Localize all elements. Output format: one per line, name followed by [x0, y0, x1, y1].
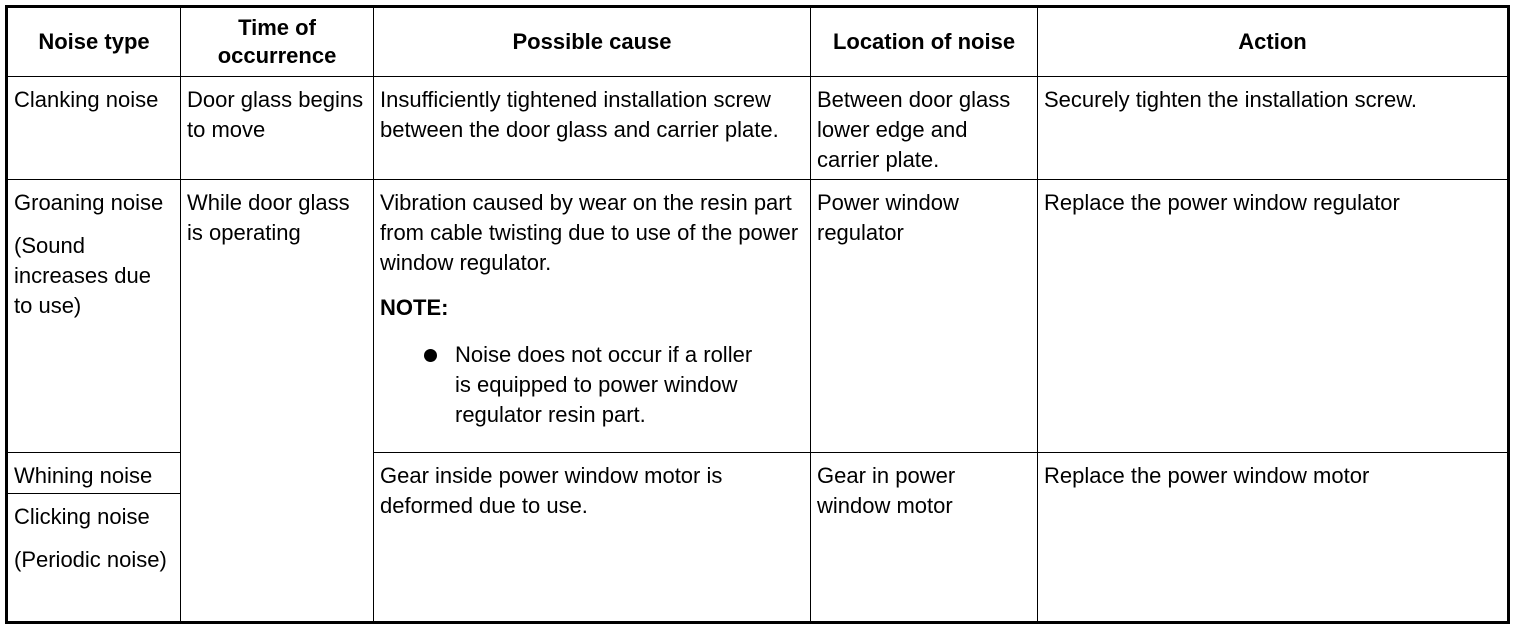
action-cell: Replace the power window regulator — [1038, 179, 1509, 452]
noise-type-text: Groaning noise — [14, 189, 164, 215]
time-of-occurrence-cell: Door glass begins to move — [181, 77, 374, 179]
noise-type-cell: Whining noise — [7, 453, 181, 494]
action-cell: Securely tighten the installation screw. — [1038, 77, 1509, 179]
location-cell: Power window regulator — [811, 179, 1038, 452]
bullet-dot-icon — [424, 349, 437, 362]
noise-type-cell — [7, 179, 181, 452]
location-cell: Gear in power window motor — [811, 453, 1038, 623]
noise-type-note: (Periodic noise) — [14, 547, 167, 573]
noise-type-note: (Sound increases due to use) — [14, 232, 151, 318]
noise-type-cell — [7, 494, 181, 623]
table-row — [7, 179, 1509, 452]
header-possible-cause: Possible cause — [374, 7, 811, 77]
action-cell: Replace the power window motor — [1038, 453, 1509, 623]
time-of-occurrence-cell: While door glass is operating — [181, 179, 374, 622]
noise-type-text: Clicking noise — [14, 504, 150, 530]
table-row — [7, 77, 1509, 179]
header-location-of-noise: Location of noise — [811, 7, 1038, 77]
noise-type-cell: Clanking noise — [7, 77, 181, 179]
note-bullet-item — [380, 340, 804, 430]
header-time-of-occurrence: Time of occurrence — [181, 7, 374, 77]
header-action: Action — [1038, 7, 1509, 77]
location-cell: Between door glass lower edge and carrier plate. — [811, 77, 1038, 179]
possible-cause-cell: Insufficiently tightened installation screw between the door glass and carrier plate. — [374, 77, 811, 179]
cause-text: Vibration caused by wear on the resin part from cable twisting due to use of the power window regulator. — [380, 189, 799, 275]
possible-cause-cell: Gear inside power window motor is deformed due to use. — [374, 453, 811, 623]
note-bullet-text: Noise does not occur if a roller is equipped to power window regulator resin part. — [455, 341, 753, 427]
note-label: NOTE: — [380, 294, 449, 320]
possible-cause-cell — [374, 179, 811, 452]
noise-diagnosis-table — [5, 5, 1510, 624]
header-noise-type: Noise type — [7, 7, 181, 77]
header-row — [7, 7, 1509, 77]
